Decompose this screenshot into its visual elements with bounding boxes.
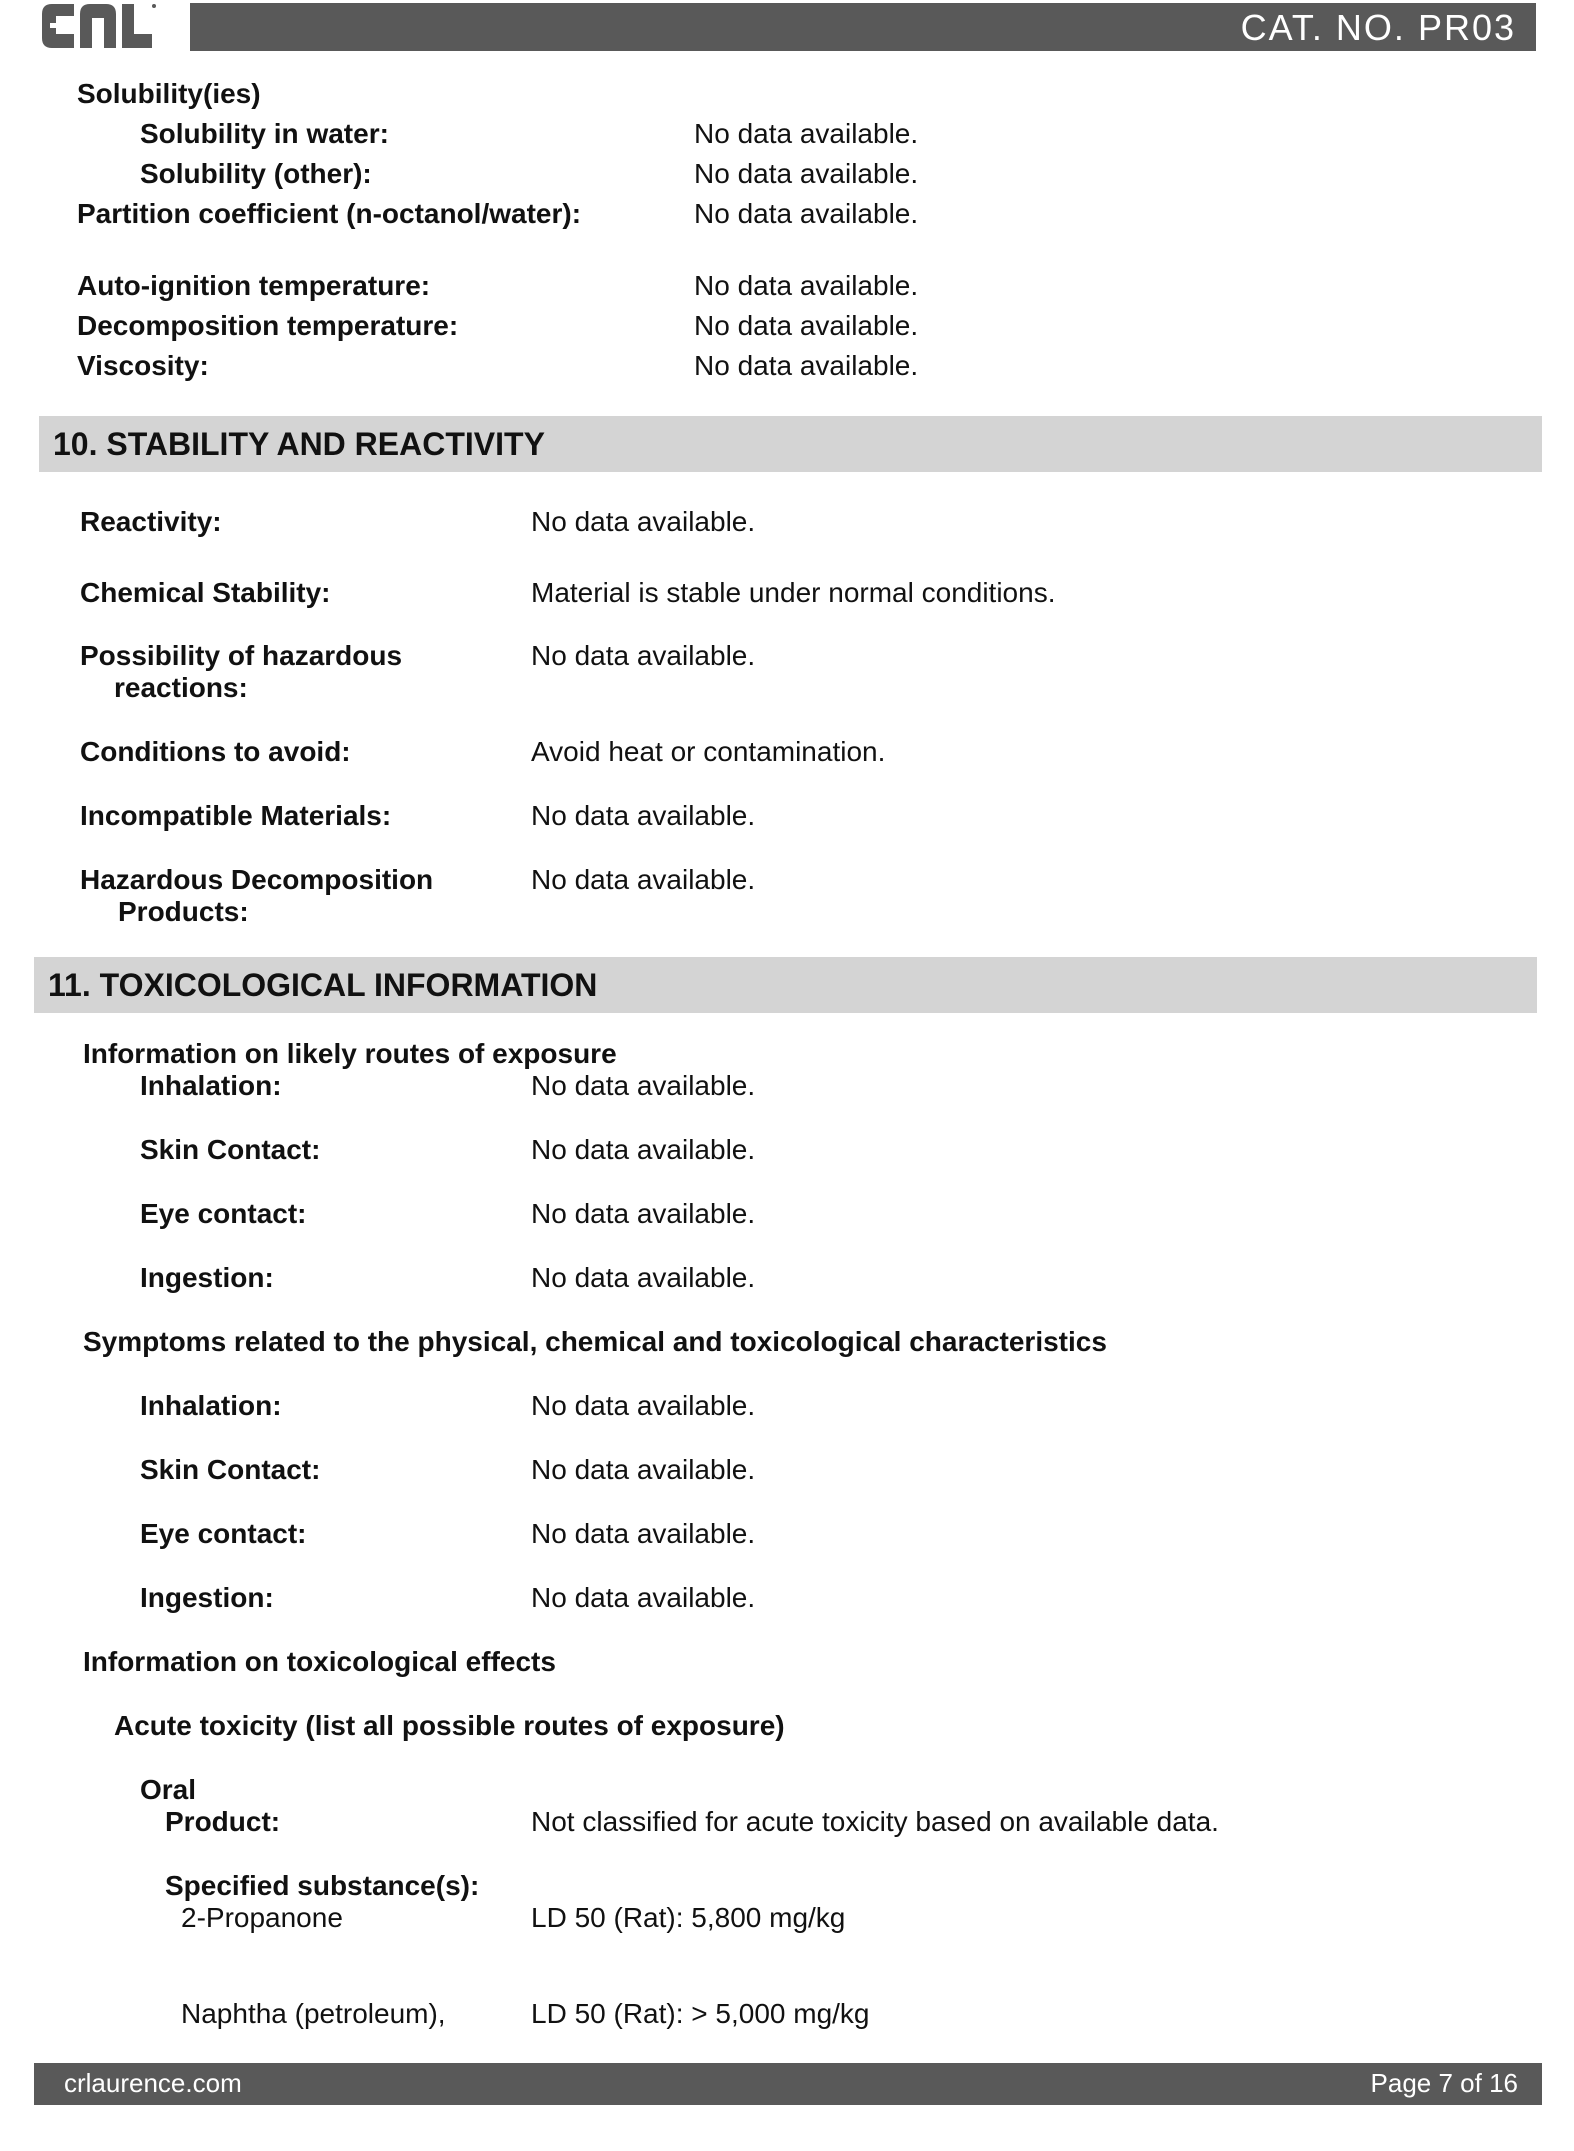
header-bar	[190, 3, 1536, 51]
symptom-skin-contact-label: Skin Contact:	[140, 1454, 321, 1485]
decomposition-temperature-label: Decomposition temperature:	[77, 310, 459, 341]
section-10-title: 10. STABILITY AND REACTIVITY	[53, 426, 545, 462]
reactivity-label: Reactivity:	[80, 506, 222, 537]
reactivity-value: No data available.	[531, 506, 756, 537]
conditions-to-avoid-label: Conditions to avoid:	[80, 736, 351, 767]
hazardous-reactions-value: No data available.	[531, 640, 756, 671]
toxicological-effects-heading: Information on toxicological effects	[83, 1646, 556, 1677]
decomposition-temperature-value: No data available.	[694, 310, 919, 341]
symptom-skin-contact-value: No data available.	[531, 1454, 756, 1485]
route-skin-contact-label: Skin Contact:	[140, 1134, 321, 1165]
incompatible-materials-value: No data available.	[531, 800, 756, 831]
route-inhalation-label: Inhalation:	[140, 1070, 282, 1101]
solubility-heading: Solubility(ies)	[77, 78, 261, 109]
symptom-eye-contact-label: Eye contact:	[140, 1518, 307, 1549]
route-eye-contact-value: No data available.	[531, 1198, 756, 1229]
hazardous-decomposition-label-line2: Products:	[118, 896, 249, 927]
catalog-number: CAT. NO. PR03	[1240, 7, 1516, 48]
solubility-other-value: No data available.	[694, 158, 919, 189]
hazardous-reactions-label-line2: reactions:	[114, 672, 248, 703]
section-11-title: 11. TOXICOLOGICAL INFORMATION	[48, 967, 598, 1003]
substance-ld50-value: LD 50 (Rat): > 5,000 mg/kg	[531, 1998, 870, 2029]
auto-ignition-label: Auto-ignition temperature:	[77, 270, 431, 301]
product-label: Product:	[165, 1806, 281, 1837]
solubility-water-value: No data available.	[694, 118, 919, 149]
solubility-other-label: Solubility (other):	[140, 158, 372, 189]
incompatible-materials-label: Incompatible Materials:	[80, 800, 392, 831]
substance-name: 2-Propanone	[181, 1902, 343, 1933]
crl-logo	[40, 0, 160, 52]
page-number: Page 7 of 16	[1370, 2068, 1518, 2098]
chemical-stability-label: Chemical Stability:	[80, 577, 331, 608]
product-value: Not classified for acute toxicity based on available data.	[531, 1806, 1219, 1837]
section-11-header	[34, 957, 1537, 1013]
hazardous-decomposition-value: No data available.	[531, 864, 756, 895]
viscosity-value: No data available.	[694, 350, 919, 381]
routes-of-exposure-heading: Information on likely routes of exposure	[83, 1038, 617, 1069]
symptom-inhalation-label: Inhalation:	[140, 1390, 282, 1421]
substance-name: Naphtha (petroleum),	[181, 1998, 446, 2029]
partition-coefficient-label: Partition coefficient (n-octanol/water):	[77, 198, 582, 229]
symptom-ingestion-value: No data available.	[531, 1582, 756, 1613]
solubility-water-label: Solubility in water:	[140, 118, 389, 149]
section-10-header	[39, 416, 1542, 472]
hazardous-decomposition-label: Hazardous Decomposition	[80, 864, 434, 895]
viscosity-label: Viscosity:	[77, 350, 209, 381]
oral-heading: Oral	[140, 1774, 197, 1805]
route-eye-contact-label: Eye contact:	[140, 1198, 307, 1229]
specified-substances-label: Specified substance(s):	[165, 1870, 480, 1901]
symptom-ingestion-label: Ingestion:	[140, 1582, 274, 1613]
symptoms-heading: Symptoms related to the physical, chemical and toxicological characteristics	[83, 1326, 1107, 1357]
substance-ld50-value: LD 50 (Rat): 5,800 mg/kg	[531, 1902, 846, 1933]
route-skin-contact-value: No data available.	[531, 1134, 756, 1165]
conditions-to-avoid-value: Avoid heat or contamination.	[531, 736, 886, 767]
acute-toxicity-heading: Acute toxicity (list all possible routes of exposure)	[114, 1710, 785, 1741]
footer-website-link[interactable]: crlaurence.com	[64, 2068, 242, 2098]
hazardous-reactions-label: Possibility of hazardous	[80, 640, 403, 671]
symptom-inhalation-value: No data available.	[531, 1390, 756, 1421]
route-ingestion-label: Ingestion:	[140, 1262, 274, 1293]
chemical-stability-value: Material is stable under normal conditions.	[531, 577, 1056, 608]
symptom-eye-contact-value: No data available.	[531, 1518, 756, 1549]
footer-bar	[34, 2063, 1542, 2105]
route-inhalation-value: No data available.	[531, 1070, 756, 1101]
auto-ignition-value: No data available.	[694, 270, 919, 301]
route-ingestion-value: No data available.	[531, 1262, 756, 1293]
partition-coefficient-value: No data available.	[694, 198, 919, 229]
